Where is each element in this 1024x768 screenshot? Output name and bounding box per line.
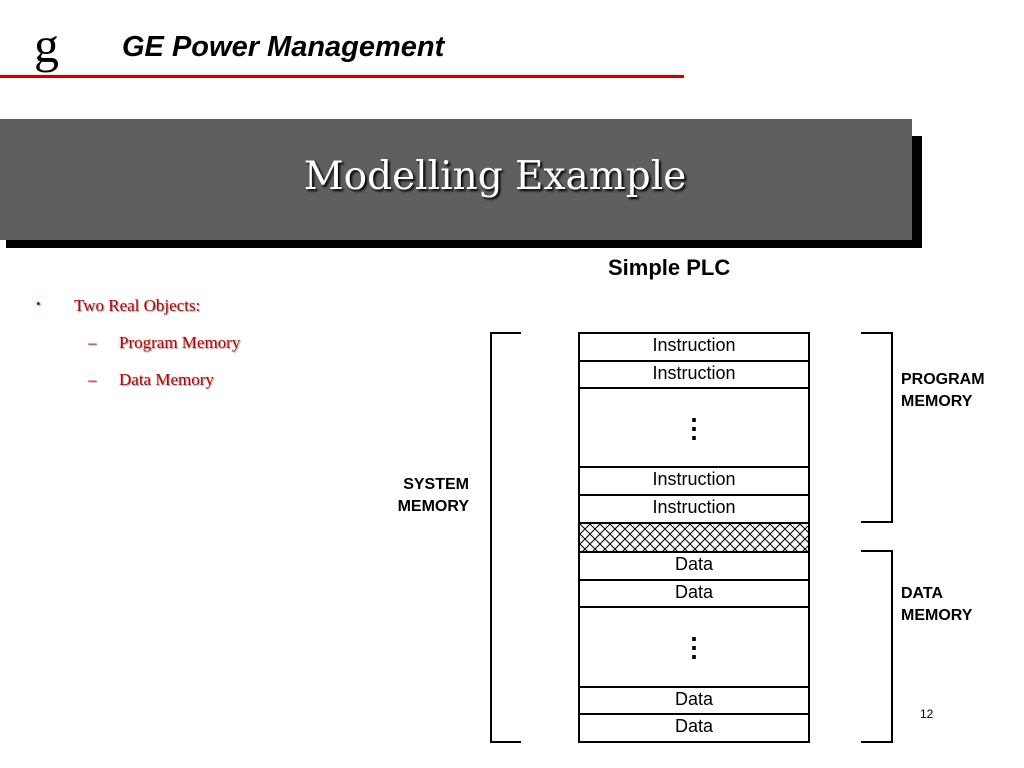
sub-bullet-marker: –: [88, 333, 97, 352]
data-cell: Data: [674, 554, 714, 574]
ellipsis-icon: ⋮: [681, 632, 707, 662]
slide-title: Modelling Example: [303, 154, 687, 199]
bullet-marker: •: [36, 296, 41, 311]
bracket-top-tick: [861, 332, 893, 334]
row-divider: [578, 387, 810, 389]
hatched-separator: [580, 524, 808, 551]
bullet-text: Two Real Objects:: [74, 296, 201, 315]
sub-bullet-text: Data Memory: [119, 370, 214, 389]
instruction-cell: Instruction: [652, 363, 736, 383]
data-cell: Data: [674, 716, 714, 736]
row-divider: [578, 606, 810, 608]
data-cell: Data: [674, 582, 714, 602]
row-divider: [578, 360, 810, 362]
row-divider: [578, 494, 810, 496]
bracket-bottom-tick: [861, 521, 893, 523]
data-memory-label: DATA MEMORY: [901, 585, 973, 624]
bracket-top-tick: [861, 550, 893, 552]
row-divider: [578, 579, 810, 581]
row-divider: [578, 332, 810, 334]
program-memory-bracket: [891, 332, 893, 523]
instruction-cell: Instruction: [652, 335, 736, 355]
data-cell: Data: [674, 689, 714, 709]
page-number: 12: [920, 707, 934, 721]
data-memory-bracket: [891, 550, 893, 743]
system-memory-bracket: [490, 332, 492, 743]
bracket-top-tick: [490, 332, 521, 334]
diagram-title: Simple PLC: [608, 255, 731, 280]
system-memory-label: SYSTEM MEMORY: [397, 476, 469, 515]
header-rule: [0, 75, 684, 78]
row-divider: [578, 713, 810, 715]
bracket-bottom-tick: [861, 741, 893, 743]
company-name: GE Power Management: [122, 31, 445, 63]
sub-bullet-text: Program Memory: [119, 333, 241, 352]
ge-logo: g: [34, 17, 59, 73]
sub-bullet-marker: –: [88, 370, 97, 389]
program-memory-label: PROGRAM MEMORY: [901, 371, 985, 410]
row-divider: [578, 741, 810, 743]
bracket-bottom-tick: [490, 741, 521, 743]
instruction-cell: Instruction: [652, 497, 736, 517]
ellipsis-icon: ⋮: [681, 413, 707, 443]
row-divider: [578, 551, 810, 553]
instruction-cell: Instruction: [652, 469, 736, 489]
row-divider: [578, 466, 810, 468]
row-divider: [578, 686, 810, 688]
